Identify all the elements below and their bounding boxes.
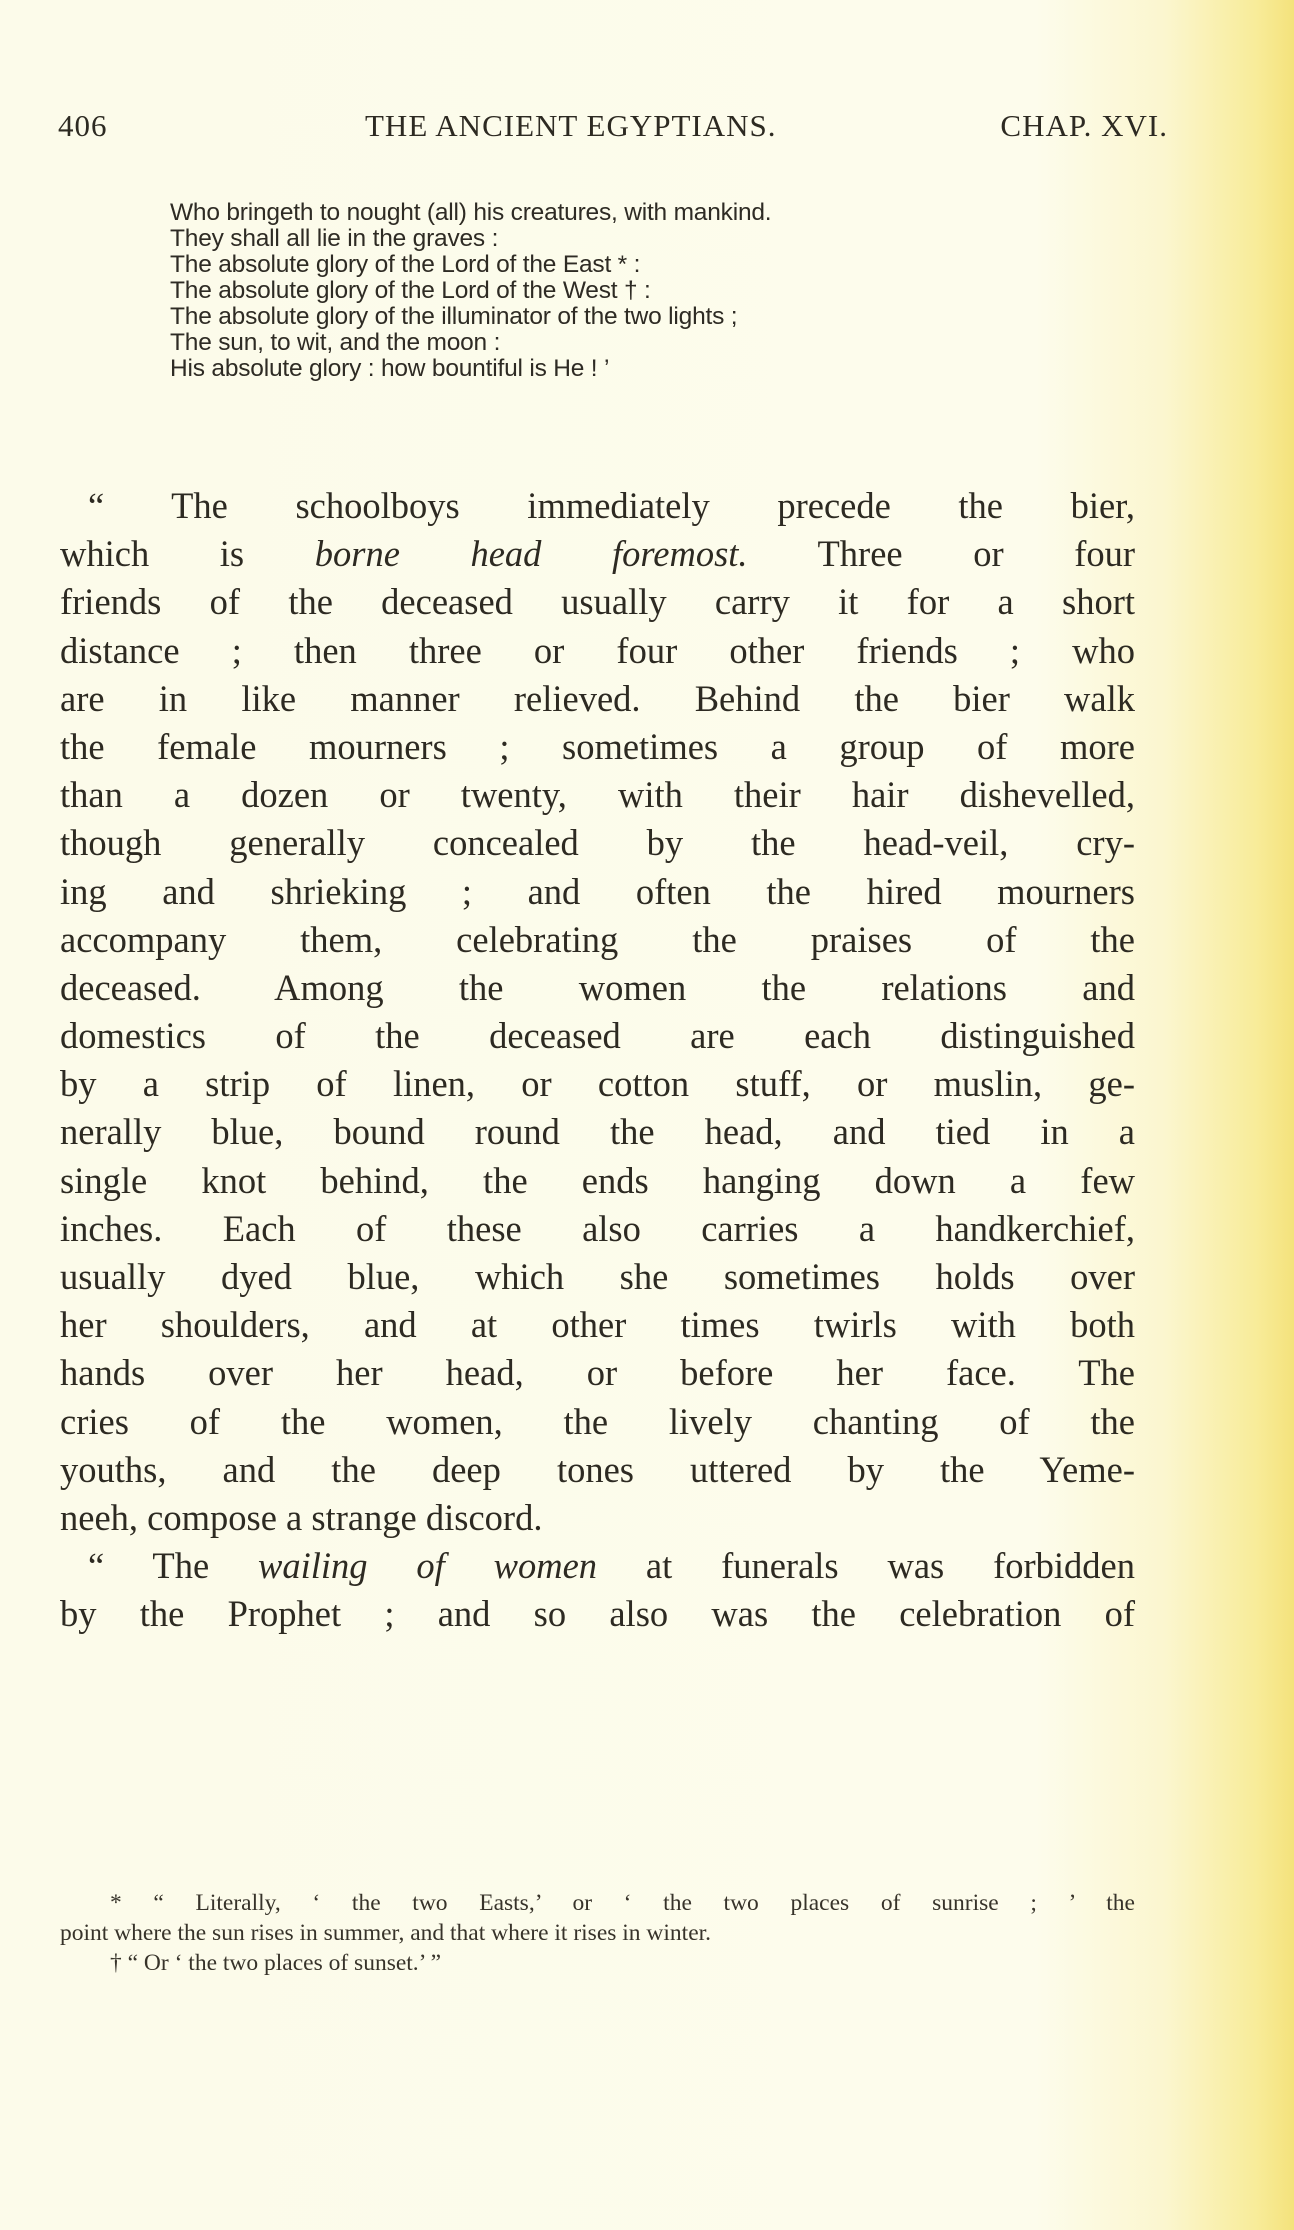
text-line bbox=[60, 675, 1135, 723]
text-line bbox=[60, 1060, 1135, 1108]
text-segment: “ The schoolboys immediately precede the bier, bbox=[88, 485, 1135, 526]
text-line bbox=[60, 1590, 1135, 1638]
text-line bbox=[60, 1012, 1135, 1060]
text-segment: which is bbox=[60, 533, 315, 575]
footnote-line: * “ Literally, ‘ the two Easts,’ or ‘ the two places of sunrise ; ’ the bbox=[110, 1890, 1135, 1916]
poem-line: The absolute glory of the Lord of the East * : bbox=[170, 251, 641, 278]
text-line bbox=[60, 1494, 1135, 1542]
poem-line: Who bringeth to nought (all) his creatures, with mankind. bbox=[170, 199, 772, 226]
text-line bbox=[60, 1349, 1135, 1397]
text-line bbox=[60, 1398, 1135, 1446]
text-segment: friends of the deceased usually carry it for a short bbox=[60, 581, 1135, 623]
text-segment: by the Prophet ; and so also was the celebration of bbox=[60, 1593, 1135, 1635]
text-line bbox=[60, 1205, 1135, 1253]
text-segment: cries of the women, the lively chanting of the bbox=[60, 1400, 1135, 1442]
text-line bbox=[60, 627, 1135, 675]
text-segment: usually dyed blue, which she sometimes holds over bbox=[60, 1256, 1135, 1297]
footnote-line: † “ Or ‘ the two places of sunset.’ ” bbox=[110, 1950, 442, 1976]
poem-quotation bbox=[170, 200, 771, 382]
text-line bbox=[60, 1446, 1135, 1494]
text-line bbox=[60, 964, 1135, 1012]
text-segment: Three or four bbox=[747, 533, 1135, 575]
text-segment: youths, and the deep tones uttered by the Yeme- bbox=[60, 1448, 1135, 1490]
text-segment: though generally concealed by the head-veil, cry- bbox=[60, 822, 1135, 864]
text-segment: inches. Each of these also carries a handkerchief, bbox=[60, 1207, 1135, 1249]
text-line bbox=[60, 482, 1135, 530]
poem-line: The absolute glory of the illuminator of the two lights ; bbox=[170, 303, 738, 330]
text-line bbox=[60, 771, 1135, 819]
text-segment: her shoulders, and at other times twirls with both bbox=[60, 1304, 1135, 1346]
footnote-line: point where the sun rises in summer, and that where it rises in winter. bbox=[60, 1920, 712, 1946]
text-line bbox=[60, 1108, 1135, 1156]
text-segment: deceased. Among the women the relations and bbox=[60, 966, 1135, 1008]
text-line bbox=[60, 723, 1135, 771]
poem-line: They shall all lie in the graves : bbox=[170, 225, 499, 252]
text-line bbox=[60, 819, 1135, 867]
text-segment: distance ; then three or four other friends ; who bbox=[60, 629, 1135, 671]
text-segment: accompany them, celebrating the praises of the bbox=[60, 918, 1135, 960]
poem-line: The sun, to wit, and the moon : bbox=[170, 329, 501, 356]
text-segment: neeh, compose a strange discord. bbox=[60, 1496, 543, 1538]
text-segment: single knot behind, the ends hanging down a few bbox=[60, 1159, 1135, 1201]
text-segment: hands over her head, or before her face. The bbox=[60, 1352, 1135, 1394]
text-line bbox=[60, 1157, 1135, 1205]
text-segment: are in like manner relieved. Behind the bier walk bbox=[60, 677, 1135, 719]
text-line bbox=[60, 1253, 1135, 1301]
running-header bbox=[58, 108, 1168, 152]
italic-text: borne head foremost. bbox=[314, 533, 748, 575]
footnotes bbox=[60, 1888, 1135, 1978]
text-segment: the female mourners ; sometimes a group of more bbox=[60, 725, 1135, 767]
text-segment: nerally blue, bound round the head, and tied in a bbox=[60, 1111, 1135, 1153]
text-line bbox=[60, 530, 1135, 578]
text-line bbox=[60, 1542, 1135, 1590]
text-segment: domestics of the deceased are each distinguished bbox=[60, 1015, 1135, 1057]
text-line bbox=[60, 1301, 1135, 1349]
text-segment: “ The bbox=[88, 1545, 258, 1587]
running-title: THE ANCIENT EGYPTIANS. bbox=[365, 108, 777, 143]
italic-text: wailing of women bbox=[258, 1545, 598, 1587]
poem-line: The absolute glory of the Lord of the West † : bbox=[170, 277, 651, 304]
poem-line: His absolute glory : how bountiful is He ! ’ bbox=[170, 355, 610, 382]
text-segment: by a strip of linen, or cotton stuff, or muslin, ge- bbox=[60, 1063, 1135, 1105]
text-line bbox=[60, 578, 1135, 626]
text-line bbox=[60, 916, 1135, 964]
text-segment: than a dozen or twenty, with their hair dishevelled, bbox=[60, 774, 1135, 816]
chapter-label: CHAP. XVI. bbox=[1000, 108, 1168, 143]
text-segment: ing and shrieking ; and often the hired mourners bbox=[60, 870, 1135, 912]
text-segment: at funerals was forbidden bbox=[597, 1545, 1135, 1587]
page-number: 406 bbox=[58, 108, 108, 143]
body-text bbox=[60, 482, 1135, 1639]
text-line bbox=[60, 868, 1135, 916]
